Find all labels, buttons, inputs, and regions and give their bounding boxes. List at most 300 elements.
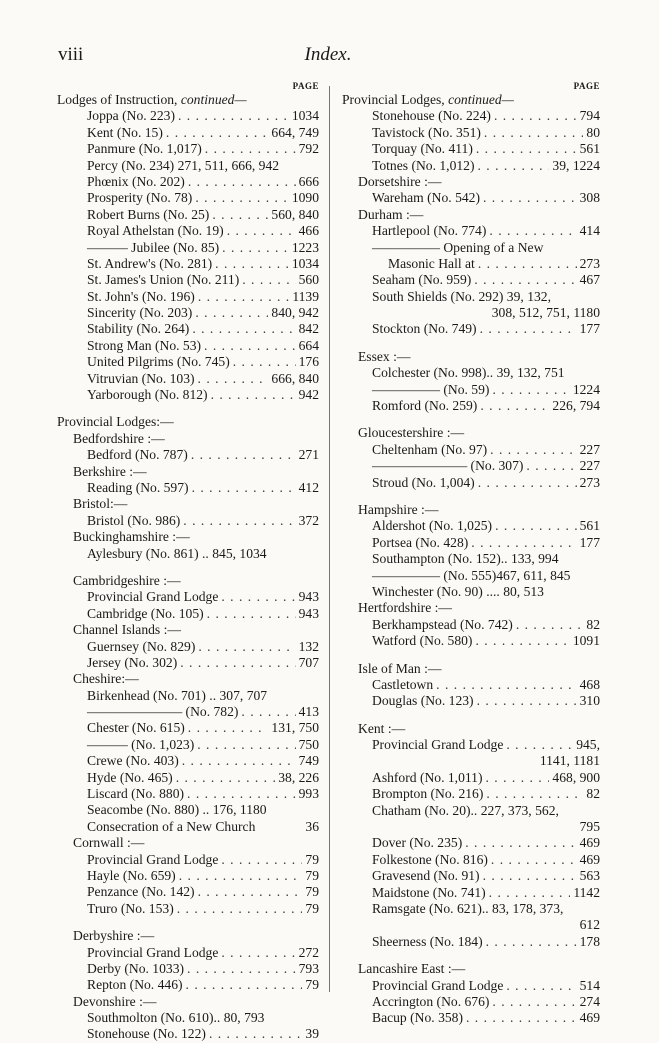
index-heading — [57, 529, 319, 545]
dot-leader — [491, 852, 577, 868]
index-entry — [57, 480, 319, 496]
dot-leader — [227, 223, 296, 239]
entry-pages: 612 — [579, 917, 600, 933]
entry-pages: 945, — [576, 737, 600, 753]
entry-pages: 514 — [579, 977, 600, 993]
dot-leader — [489, 223, 576, 239]
dot-leader — [490, 442, 576, 458]
entry-text: Folkestone (No. 816) — [372, 851, 488, 867]
entry-text: Prosperity (No. 78) — [87, 190, 193, 206]
index-entry — [342, 321, 600, 337]
entry-text: Provincial Grand Lodge — [87, 851, 219, 867]
index-entry — [57, 688, 319, 704]
entry-text: Portsea (No. 428) — [372, 534, 469, 550]
entry-pages: 993 — [298, 786, 319, 802]
entry-pages: 466 — [298, 223, 319, 239]
index-column-left — [57, 80, 319, 1043]
index-entry — [57, 272, 319, 288]
dot-leader — [474, 272, 576, 288]
entry-pages: 412 — [298, 479, 319, 495]
index-entry — [57, 786, 319, 802]
index-entry — [342, 584, 600, 600]
index-entry — [57, 868, 319, 884]
entry-text: Percy (No. 234) 271, 511, 666, 942 — [87, 157, 280, 173]
entry-text: Aldershot (No. 1,025) — [372, 518, 493, 534]
entry-text: Repton (No. 446) — [87, 977, 183, 993]
entry-text: Penzance (No. 142) — [87, 884, 195, 900]
entry-pages: 79 — [305, 867, 319, 883]
index-heading — [342, 661, 600, 677]
entry-text: ——— Jubilee (No. 85) — [87, 239, 220, 255]
section-gap — [342, 650, 600, 661]
entry-text: South Shields (No. 292) 39, 132, — [372, 288, 551, 304]
column-divider — [329, 86, 330, 992]
index-entry — [57, 819, 319, 835]
entry-pages: 468 — [579, 676, 600, 692]
entry-pages: 664 — [298, 337, 319, 353]
index-entry — [57, 961, 319, 977]
index-entry — [342, 240, 600, 256]
entry-text: Cambridge (No. 105) — [87, 605, 204, 621]
entry-text: Gravesend (No. 91) — [372, 868, 480, 884]
entry-pages: 1090 — [291, 190, 319, 206]
heading-text: Durham :— — [358, 206, 424, 222]
index-heading — [342, 174, 600, 190]
entry-pages: 176 — [298, 354, 319, 370]
dot-leader — [209, 1026, 302, 1042]
entry-text: ————— (No. 59) — [372, 381, 490, 397]
entry-pages: 469 — [579, 851, 600, 867]
dot-leader — [436, 677, 576, 693]
dot-leader — [478, 256, 577, 272]
entry-text: ————— (No. 555)467, 611, 845 — [372, 567, 571, 583]
entry-pages: 1091 — [572, 633, 600, 649]
section-gap — [57, 562, 319, 573]
index-entry — [57, 354, 319, 370]
index-entry — [57, 207, 319, 223]
heading-text: Provincial Lodges:— — [57, 414, 174, 430]
entry-text: Castletown — [372, 676, 434, 692]
dot-leader — [477, 693, 577, 709]
entry-text: Chester (No. 615) — [87, 720, 185, 736]
entry-pages: 272 — [298, 944, 319, 960]
heading-text: Dorsetshire :— — [358, 173, 442, 189]
heading-text: Lancashire East :— — [358, 961, 466, 977]
dot-leader — [197, 737, 295, 753]
entry-pages: 1034 — [291, 255, 319, 271]
dot-leader — [221, 589, 295, 605]
entry-pages: 793 — [298, 960, 319, 976]
entry-pages: 563 — [579, 868, 600, 884]
dot-leader — [221, 945, 295, 961]
dot-leader — [492, 994, 576, 1010]
entry-text: St. John's (No. 196) — [87, 288, 195, 304]
entry-pages: 273 — [579, 255, 600, 271]
entry-pages: 131, 750 — [271, 720, 319, 736]
heading-text: Devonshire :— — [73, 993, 157, 1009]
entry-text: Hayle (No. 659) — [87, 867, 176, 883]
index-heading — [57, 414, 319, 430]
entry-text: Southmolton (No. 610).. 80, 793 — [87, 1010, 265, 1026]
entry-pages: 82 — [586, 786, 600, 802]
dot-leader — [198, 289, 290, 305]
entry-text: Hartlepool (No. 774) — [372, 223, 487, 239]
entry-text: Stonehouse (No. 122) — [87, 1026, 206, 1042]
entry-pages: 560, 840 — [271, 206, 319, 222]
index-entry — [342, 365, 600, 381]
index-heading — [342, 502, 600, 518]
entry-text: Jersey (No. 302) — [87, 654, 178, 670]
entry-text: Royal Athelstan (No. 19) — [87, 223, 224, 239]
entry-pages: 178 — [579, 933, 600, 949]
dot-leader — [182, 753, 296, 769]
index-entry — [342, 737, 600, 753]
entry-text: Provincial Grand Lodge — [372, 977, 504, 993]
entry-text: Ashford (No. 1,011) — [372, 769, 483, 785]
dot-leader — [198, 639, 295, 655]
index-entry — [342, 978, 600, 994]
entry-pages: 943 — [298, 605, 319, 621]
entry-pages: 795 — [579, 819, 600, 835]
section-gap — [342, 491, 600, 502]
index-heading — [342, 92, 600, 108]
heading-text: Berkshire :— — [73, 463, 147, 479]
index-column-right — [342, 80, 600, 1027]
entry-text: Sheerness (No. 184) — [372, 933, 483, 949]
index-heading — [57, 573, 319, 589]
entry-pages: 413 — [298, 704, 319, 720]
entry-text: Vitruvian (No. 103) — [87, 370, 195, 386]
entry-pages: 943 — [298, 589, 319, 605]
dot-leader — [486, 786, 583, 802]
index-entry — [57, 737, 319, 753]
dot-leader — [188, 720, 269, 736]
entry-text: Guernsey (No. 829) — [87, 638, 196, 654]
index-heading — [342, 721, 600, 737]
entry-text: Brompton (No. 216) — [372, 786, 484, 802]
index-entry — [342, 633, 600, 649]
index-entry — [342, 223, 600, 239]
index-entry-continuation — [342, 819, 600, 835]
dot-leader — [489, 885, 571, 901]
dot-leader — [195, 305, 268, 321]
entry-pages: 840, 942 — [271, 305, 319, 321]
index-heading — [342, 600, 600, 616]
heading-text: Derbyshire :— — [73, 928, 155, 944]
entry-pages: 561 — [579, 518, 600, 534]
index-entry — [342, 442, 600, 458]
heading-text: Channel Islands :— — [73, 622, 181, 638]
section-gap — [57, 403, 319, 414]
entry-text: Stonehouse (No. 224) — [372, 108, 491, 124]
entry-pages: 177 — [579, 321, 600, 337]
entry-pages: 750 — [298, 736, 319, 752]
entry-text: Douglas (No. 123) — [372, 693, 474, 709]
dot-leader — [516, 617, 584, 633]
dot-leader — [480, 321, 577, 337]
dot-leader — [242, 272, 295, 288]
entry-text: Seacombe (No. 880) .. 176, 1180 — [87, 802, 267, 818]
entry-text: Kent (No. 15) — [87, 124, 163, 140]
index-entry — [57, 447, 319, 463]
index-entry — [57, 901, 319, 917]
entry-text: Romford (No. 259) — [372, 398, 478, 414]
index-entry-continuation — [342, 917, 600, 933]
entry-text: Southampton (No. 152).. 133, 994 — [372, 551, 559, 567]
index-entry — [57, 655, 319, 671]
dot-leader — [478, 475, 577, 491]
index-entry — [57, 141, 319, 157]
entry-pages: 467 — [579, 272, 600, 288]
index-heading — [57, 464, 319, 480]
dot-leader — [192, 321, 295, 337]
index-entry — [342, 458, 600, 474]
index-entry — [342, 289, 600, 305]
entry-text: ——— (No. 1,023) — [87, 736, 195, 752]
index-entry — [342, 382, 600, 398]
entry-text: Strong Man (No. 53) — [87, 337, 202, 353]
page-title: Index. — [304, 44, 352, 65]
dot-leader — [526, 458, 576, 474]
heading-text: Hertfordshire :— — [358, 600, 452, 616]
dot-leader — [484, 125, 583, 141]
entry-text: St. Andrew's (No. 281) — [87, 255, 213, 271]
entry-text: Stroud (No. 1,004) — [372, 474, 475, 490]
index-entry — [342, 901, 600, 917]
entry-text: Provincial Grand Lodge — [87, 589, 219, 605]
index-entry — [57, 704, 319, 720]
index-entry — [57, 223, 319, 239]
dot-leader — [195, 190, 288, 206]
dot-leader — [480, 398, 549, 414]
entry-text: Winchester (No. 90) .... 80, 513 — [372, 583, 544, 599]
index-heading — [57, 835, 319, 851]
section-gap — [342, 710, 600, 721]
entry-text: Tavistock (No. 351) — [372, 124, 481, 140]
entry-pages: 469 — [579, 1010, 600, 1026]
entry-text: Accrington (No. 676) — [372, 993, 490, 1009]
index-entry — [57, 977, 319, 993]
entry-text: Watford (No. 580) — [372, 633, 473, 649]
entry-pages: 36 — [305, 818, 319, 834]
dot-leader — [177, 901, 303, 917]
entry-pages: 271 — [298, 447, 319, 463]
entry-pages: 1224 — [572, 381, 600, 397]
index-entry — [342, 568, 600, 584]
index-entry — [342, 475, 600, 491]
entry-pages: 664, 749 — [271, 124, 319, 140]
dot-leader — [180, 655, 295, 671]
dot-leader — [241, 704, 295, 720]
entry-text: Stockton (No. 749) — [372, 321, 477, 337]
entry-text: Berkhampstead (No. 742) — [372, 616, 513, 632]
entry-text: St. James's Union (No. 211) — [87, 272, 240, 288]
entry-text: Birkenhead (No. 701) .. 307, 707 — [87, 687, 268, 703]
index-entry — [57, 884, 319, 900]
dot-leader — [212, 207, 268, 223]
index-entry — [342, 108, 600, 124]
entry-pages: 1034 — [291, 108, 319, 124]
index-entry — [57, 770, 319, 786]
index-entry — [57, 802, 319, 818]
dot-leader — [186, 977, 303, 993]
dot-leader — [483, 190, 577, 206]
heading-text: Cambridgeshire :— — [73, 572, 181, 588]
dot-leader — [179, 868, 303, 884]
index-entry — [342, 852, 600, 868]
index-entry — [342, 190, 600, 206]
dot-leader — [506, 737, 573, 753]
entry-pages: 82 — [586, 616, 600, 632]
dot-leader — [471, 535, 576, 551]
entry-text: Reading (No. 597) — [87, 479, 189, 495]
entry-pages: 38, 226 — [278, 769, 319, 785]
entry-pages: 39 — [305, 1026, 319, 1042]
entry-pages: 177 — [579, 534, 600, 550]
entry-text: Aylesbury (No. 861) .. 845, 1034 — [87, 545, 267, 561]
dot-leader — [483, 868, 577, 884]
entry-text: Panmure (No. 1,017) — [87, 141, 202, 157]
dot-leader — [486, 934, 577, 950]
index-entry — [57, 174, 319, 190]
entry-text: Masonic Hall at — [388, 255, 475, 271]
index-entry — [342, 994, 600, 1010]
entry-text: Bacup (No. 358) — [372, 1010, 463, 1026]
entry-pages: 80 — [586, 124, 600, 140]
index-entry — [342, 141, 600, 157]
dot-leader — [204, 338, 296, 354]
section-gap — [342, 950, 600, 961]
entry-text: Phœnix (No. 202) — [87, 173, 185, 189]
index-entry — [342, 934, 600, 950]
entry-text: ————— Opening of a New — [372, 239, 544, 255]
dot-leader — [178, 108, 289, 124]
index-heading — [57, 928, 319, 944]
heading-text: Gloucestershire :— — [358, 425, 465, 441]
index-entry-continuation — [342, 305, 600, 321]
dot-leader — [187, 786, 296, 802]
entry-text: Provincial Grand Lodge — [372, 737, 504, 753]
index-heading — [57, 92, 319, 108]
entry-pages: 561 — [579, 141, 600, 157]
index-entry — [342, 158, 600, 174]
entry-pages: 469 — [579, 835, 600, 851]
index-entry — [342, 551, 600, 567]
index-entry — [342, 693, 600, 709]
heading-text: Isle of Man :— — [358, 660, 442, 676]
entry-pages: 707 — [298, 654, 319, 670]
entry-text: Crewe (No. 403) — [87, 753, 179, 769]
index-heading — [57, 496, 319, 512]
dot-leader — [506, 978, 576, 994]
index-entry — [342, 398, 600, 414]
entry-pages: 310 — [579, 693, 600, 709]
entry-pages: 79 — [305, 900, 319, 916]
index-entry — [342, 868, 600, 884]
heading-text: Essex :— — [358, 348, 411, 364]
entry-text: Truro (No. 153) — [87, 900, 174, 916]
index-entry — [57, 387, 319, 403]
entry-text: Torquay (No. 411) — [372, 141, 473, 157]
heading-text: Buckinghamshire :— — [73, 529, 190, 545]
entry-text: Seaham (No. 959) — [372, 272, 472, 288]
page-number: viii — [58, 44, 84, 65]
entry-pages: 226, 794 — [552, 398, 600, 414]
entry-text: Hyde (No. 465) — [87, 769, 173, 785]
index-entry — [57, 338, 319, 354]
index-entry — [57, 289, 319, 305]
entry-pages: 227 — [579, 458, 600, 474]
index-heading — [57, 431, 319, 447]
dot-leader — [211, 387, 296, 403]
entry-pages: 273 — [579, 474, 600, 490]
entry-pages: 372 — [298, 512, 319, 528]
entry-pages: 308, 512, 751, 1180 — [491, 305, 600, 321]
dot-leader — [221, 852, 302, 868]
index-entry — [57, 945, 319, 961]
heading-text: Lodges of Instruction, continued— — [57, 92, 247, 107]
index-entry — [342, 256, 600, 272]
entry-text: Totnes (No. 1,012) — [372, 157, 475, 173]
dot-leader — [486, 770, 550, 786]
entry-text: Bedford (No. 787) — [87, 447, 188, 463]
entry-pages: 414 — [579, 223, 600, 239]
index-entry — [57, 108, 319, 124]
entry-text: Bristol (No. 986) — [87, 512, 181, 528]
index-entry — [57, 852, 319, 868]
index-entry — [57, 639, 319, 655]
index-entry — [57, 158, 319, 174]
dot-leader — [476, 141, 577, 157]
dot-leader — [222, 240, 289, 256]
dot-leader — [233, 354, 296, 370]
index-heading — [57, 671, 319, 687]
index-entry — [57, 513, 319, 529]
entry-pages: 132 — [298, 638, 319, 654]
entry-text: United Pilgrims (No. 745) — [87, 354, 230, 370]
index-entry — [342, 535, 600, 551]
index-entry — [342, 125, 600, 141]
index-entry — [57, 546, 319, 562]
index-entry — [57, 720, 319, 736]
heading-text: Bristol:— — [73, 496, 128, 512]
section-gap — [342, 338, 600, 349]
dot-leader — [198, 371, 269, 387]
index-entry — [57, 321, 319, 337]
index-entry — [342, 786, 600, 802]
entry-pages: 942 — [298, 387, 319, 403]
entry-text: Maidstone (No. 741) — [372, 884, 486, 900]
dot-leader — [492, 382, 569, 398]
entry-pages: 842 — [298, 321, 319, 337]
entry-text: Provincial Grand Lodge — [87, 944, 219, 960]
index-heading — [342, 961, 600, 977]
section-gap — [57, 917, 319, 928]
index-entry-continuation — [342, 753, 600, 769]
entry-text: ——————— (No. 782) — [87, 704, 239, 720]
entry-pages: 560 — [298, 272, 319, 288]
index-entry — [342, 677, 600, 693]
entry-pages: 79 — [305, 884, 319, 900]
index-entry — [57, 589, 319, 605]
entry-text: ——————— (No. 307) — [372, 458, 524, 474]
dot-leader — [183, 513, 295, 529]
index-heading — [57, 994, 319, 1010]
entry-pages: 794 — [579, 108, 600, 124]
entry-text: Consecration of a New Church — [87, 818, 256, 834]
page-header — [58, 44, 598, 70]
entry-pages: 79 — [305, 851, 319, 867]
